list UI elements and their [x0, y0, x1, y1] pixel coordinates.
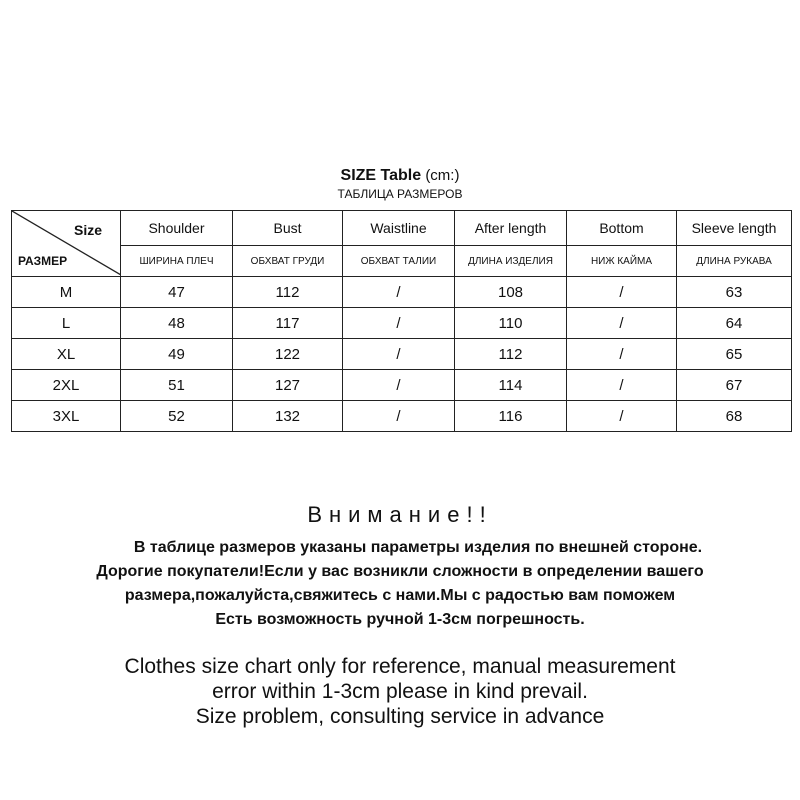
table-cell: 51 — [121, 370, 233, 401]
table-cell: / — [343, 339, 455, 370]
corner-cell — [12, 211, 121, 277]
table-cell: 116 — [455, 401, 567, 432]
title-subtitle: ТАБЛИЦА РАЗМЕРОВ — [337, 187, 463, 201]
col-header-bottom: Bottom — [567, 211, 677, 246]
header-row-ru — [12, 246, 792, 277]
notice-en-line: Clothes size chart only for reference, manual measurement — [124, 655, 676, 678]
table-cell: / — [343, 308, 455, 339]
notice-ru-line: В таблице размеров указаны параметры изделия по внешней стороне. — [133, 539, 703, 556]
table-cell: 112 — [455, 339, 567, 370]
table-cell: 127 — [233, 370, 343, 401]
table-row — [12, 277, 792, 308]
table-cell: 64 — [677, 308, 792, 339]
size-cell: 3XL — [12, 401, 121, 432]
notice-en-line: Size problem, consulting service in advance — [195, 705, 605, 728]
header-row-en — [12, 211, 792, 246]
table-row — [12, 339, 792, 370]
table-row — [12, 401, 792, 432]
size-table-title — [0, 166, 800, 202]
table-row — [12, 308, 792, 339]
notice-ru-line: Есть возможность ручной 1-3см погрешность. — [215, 611, 585, 628]
table-cell: / — [567, 401, 677, 432]
table-cell: 114 — [455, 370, 567, 401]
table-cell: 132 — [233, 401, 343, 432]
col-header-after-length: After length — [455, 211, 567, 246]
size-cell: XL — [12, 339, 121, 370]
table-cell: / — [567, 277, 677, 308]
table-cell: 117 — [233, 308, 343, 339]
col-header-shoulder: Shoulder — [121, 211, 233, 246]
corner-size-label: Size — [73, 222, 102, 238]
table-cell: / — [343, 401, 455, 432]
col-header-bust: Bust — [233, 211, 343, 246]
corner-razmer-label: РАЗМЕР — [18, 254, 68, 268]
table-cell: 110 — [455, 308, 567, 339]
attention-heading: Внимание!! — [307, 502, 493, 527]
col-header-waistline: Waistline — [343, 211, 455, 246]
table-cell: 67 — [677, 370, 792, 401]
table-cell: 68 — [677, 401, 792, 432]
size-table — [11, 210, 792, 432]
table-cell: / — [343, 277, 455, 308]
notice-ru-line: размера,пожалуйста,свяжитесь с нами.Мы с радостью вам поможем — [124, 587, 676, 604]
size-cell: L — [12, 308, 121, 339]
notice-ru — [0, 536, 800, 632]
col-header-ru-sleeve-length: ДЛИНА РУКАВА — [677, 246, 792, 277]
col-header-ru-bottom: НИЖ КАЙМА — [567, 246, 677, 277]
table-cell: 52 — [121, 401, 233, 432]
size-cell: M — [12, 277, 121, 308]
table-cell: / — [343, 370, 455, 401]
title-unit: (cm:) — [425, 167, 460, 184]
table-cell: / — [567, 308, 677, 339]
col-header-ru-bust: ОБХВАТ ГРУДИ — [233, 246, 343, 277]
table-cell: 48 — [121, 308, 233, 339]
table-cell: 112 — [233, 277, 343, 308]
table-cell: 108 — [455, 277, 567, 308]
table-cell: 122 — [233, 339, 343, 370]
table-cell: 47 — [121, 277, 233, 308]
title-main: SIZE Table — [340, 167, 422, 184]
col-header-ru-after-length: ДЛИНА ИЗДЕЛИЯ — [455, 246, 567, 277]
notice-en-line: error within 1-3cm please in kind prevail. — [212, 680, 588, 703]
table-cell: 65 — [677, 339, 792, 370]
col-header-ru-waistline: ОБХВАТ ТАЛИИ — [343, 246, 455, 277]
table-cell: 63 — [677, 277, 792, 308]
notice-en — [0, 654, 800, 729]
table-cell: / — [567, 370, 677, 401]
col-header-ru-shoulder: ШИРИНА ПЛЕЧ — [121, 246, 233, 277]
col-header-sleeve-length: Sleeve length — [677, 211, 792, 246]
notice-ru-line: Дорогие покупатели!Если у вас возникли сложности в определении вашего — [96, 563, 704, 580]
size-cell: 2XL — [12, 370, 121, 401]
table-row — [12, 370, 792, 401]
table-cell: / — [567, 339, 677, 370]
table-cell: 49 — [121, 339, 233, 370]
